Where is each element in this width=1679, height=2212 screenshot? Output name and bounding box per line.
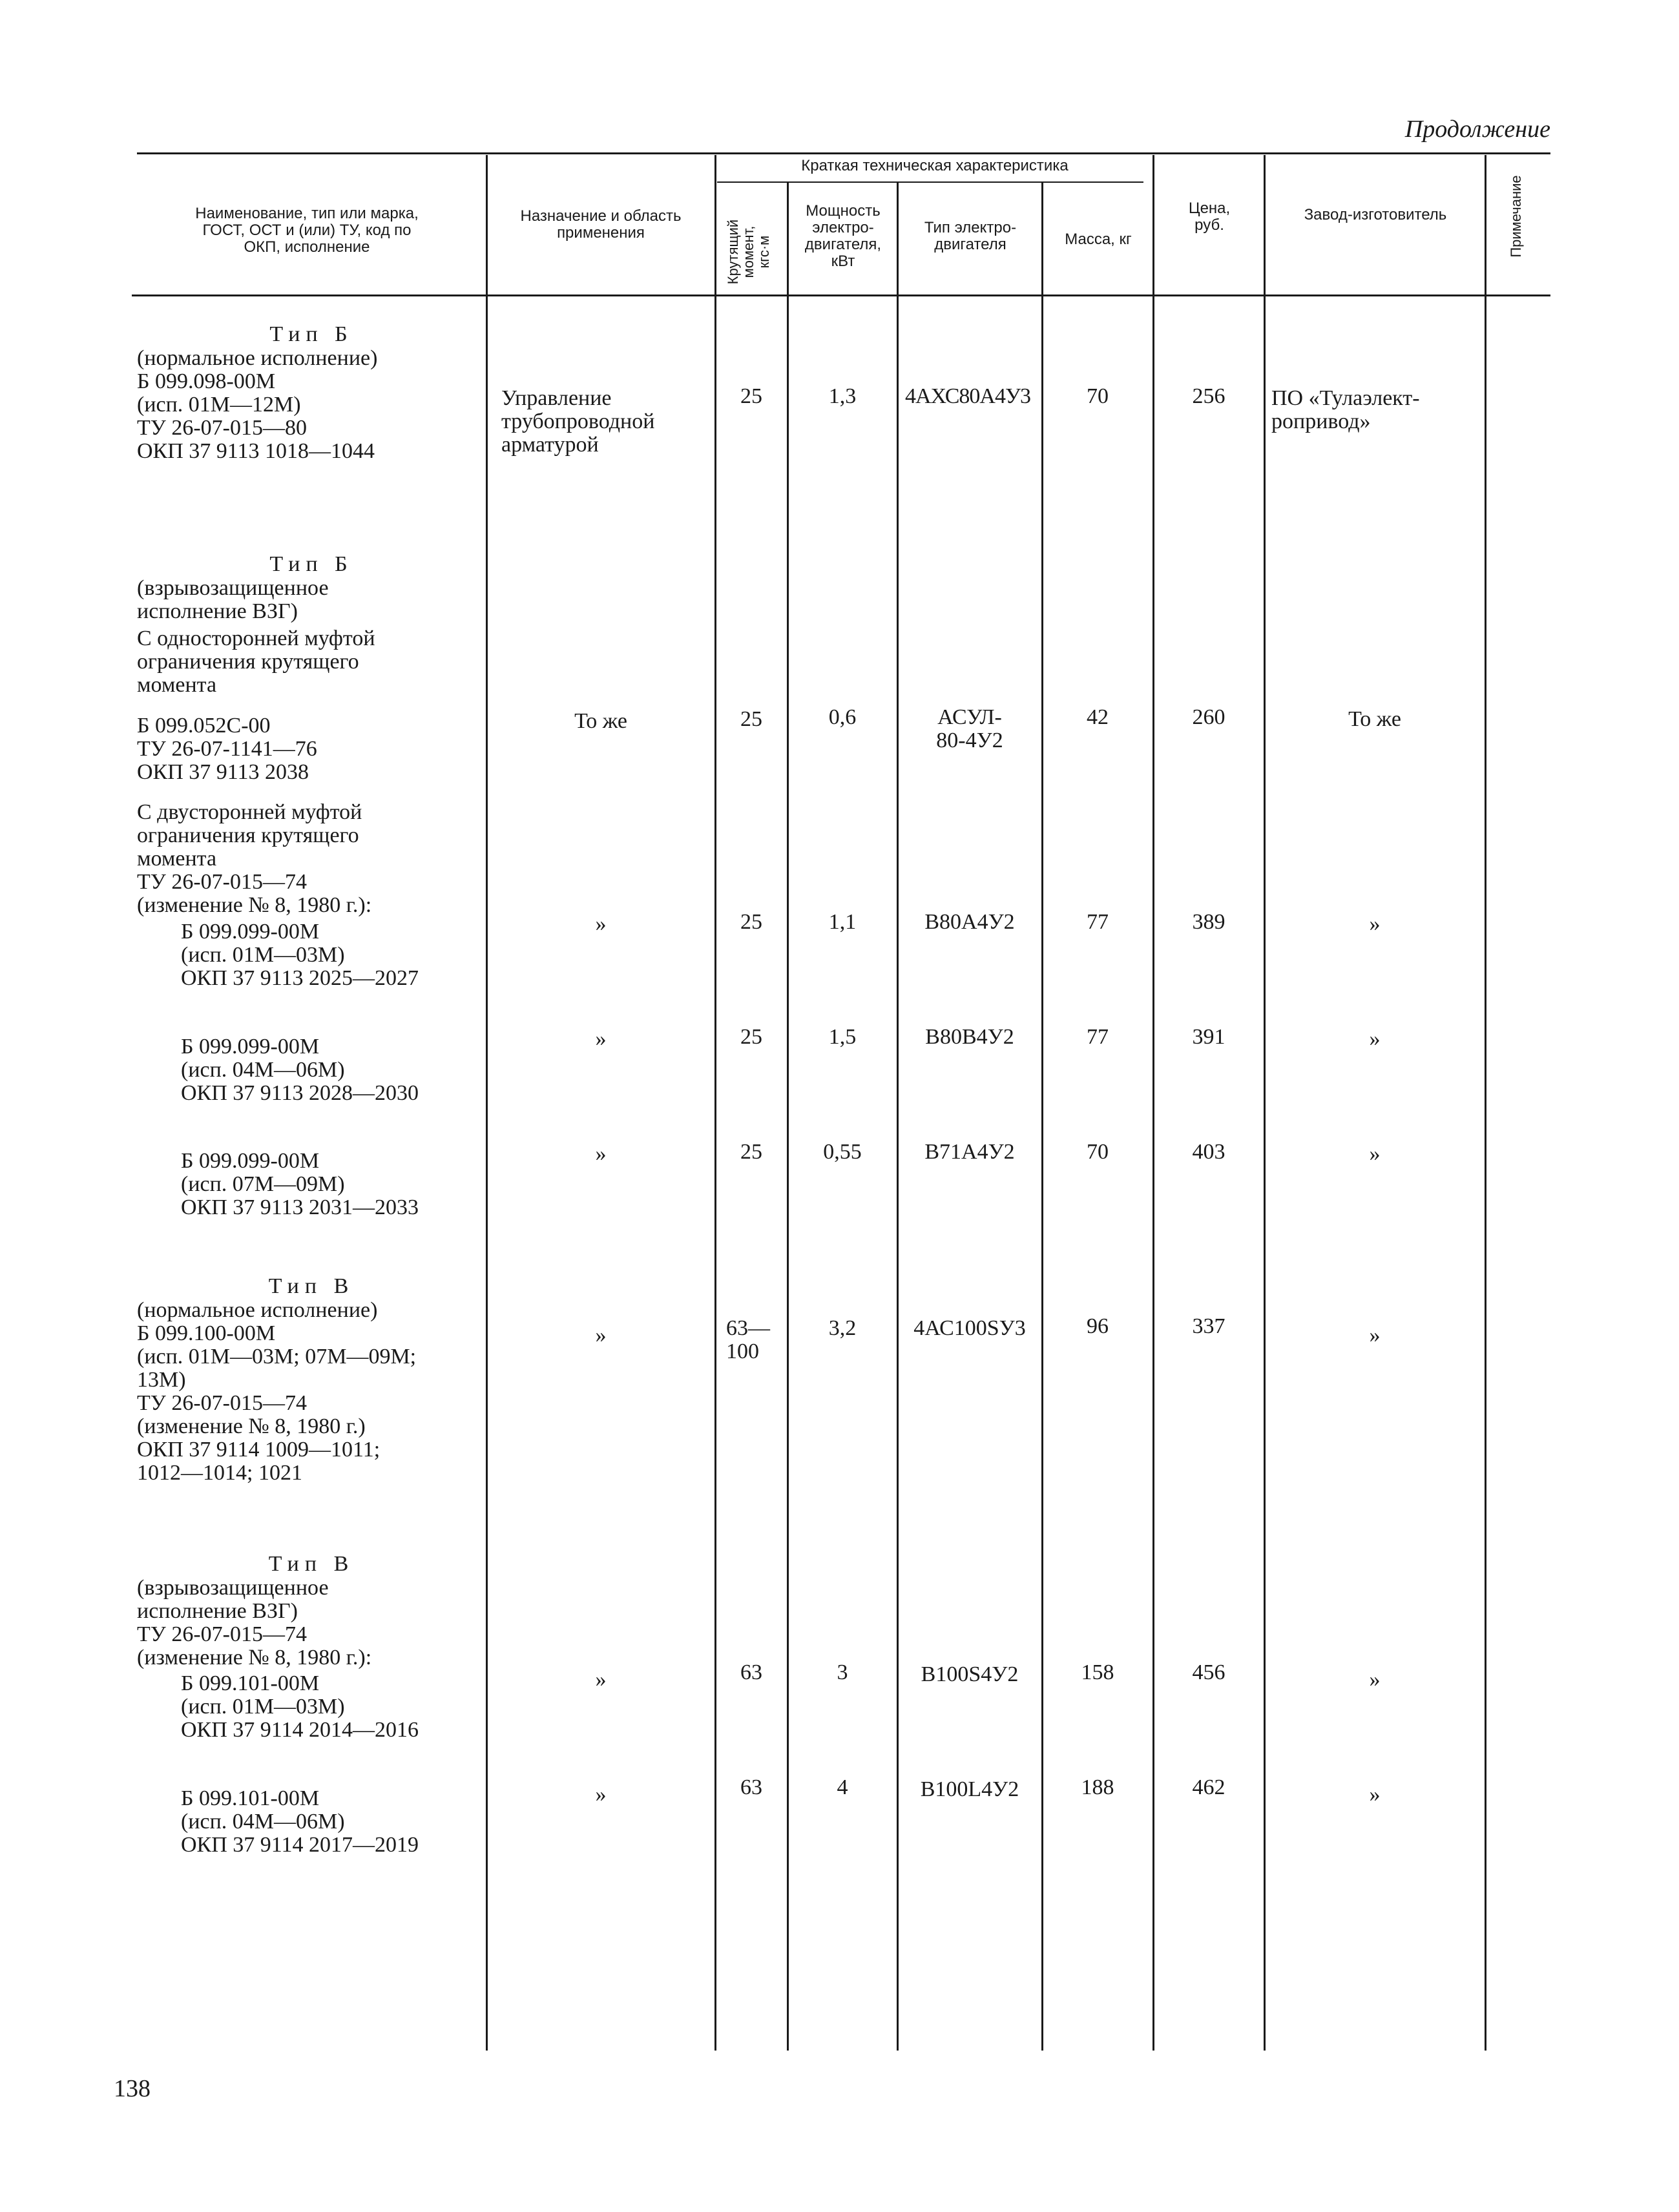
- row1-price: 256: [1192, 384, 1225, 408]
- row2-purpose: То же: [574, 709, 627, 733]
- row2-motor: АСУЛ- 80-4У2: [936, 705, 1003, 752]
- row3-torque: 25: [740, 910, 762, 934]
- row5-purpose: »: [595, 1142, 607, 1166]
- block-type-b-desc: (нормальное исполнение) Б 099.098-00М (исп. 01М—12М) ТУ 26-07-015—80 ОКП 37 9113 1018—1044: [137, 346, 378, 463]
- row6-price: 337: [1192, 1314, 1225, 1338]
- col-divider-4: [897, 183, 899, 2051]
- row6-motor: 4АС100SУ3: [913, 1316, 1026, 1340]
- col-divider-2: [714, 155, 716, 2051]
- table-top-rule: [137, 152, 1550, 154]
- row8-torque: 63: [740, 1775, 762, 1799]
- col-header-manufacturer: Завод-изготовитель: [1304, 206, 1447, 223]
- row3-power: 1,1: [828, 910, 857, 934]
- block-type-v-ex-item1: Б 099.101-00М (исп. 01М—03М) ОКП 37 9114 2014—2016: [181, 1671, 419, 1742]
- col-header-mass: Масса, кг: [1065, 231, 1132, 248]
- row3-price: 389: [1192, 910, 1225, 934]
- continuation-label: Продолжение: [1404, 116, 1550, 143]
- row8-maker: »: [1369, 1783, 1381, 1806]
- row3-motor: В80А4У2: [924, 910, 1015, 934]
- tech-group-rule: [717, 181, 1143, 183]
- row8-power: 4: [837, 1775, 848, 1799]
- row4-torque: 25: [740, 1025, 762, 1049]
- row5-torque: 25: [740, 1140, 762, 1164]
- row2-torque: 25: [740, 707, 762, 731]
- row7-maker: »: [1369, 1668, 1381, 1691]
- row4-motor: В80В4У2: [925, 1025, 1014, 1049]
- row7-power: 3: [837, 1660, 848, 1684]
- col-header-purpose: Назначение и область применения: [520, 207, 682, 242]
- col-divider-1: [486, 155, 488, 2051]
- row5-mass: 70: [1087, 1140, 1109, 1164]
- row6-torque: 63— 100: [726, 1316, 770, 1363]
- row8-mass: 188: [1081, 1775, 1114, 1799]
- row1-purpose: Управление трубопроводной арматурой: [501, 386, 655, 457]
- row4-power: 1,5: [828, 1025, 857, 1049]
- block-type-b-ex-item4: Б 099.099-00М (исп. 07М—09М) ОКП 37 9113 2031—2033: [181, 1149, 419, 1219]
- row8-price: 462: [1192, 1775, 1225, 1799]
- row7-purpose: »: [595, 1668, 607, 1691]
- block-type-b-ex-sub1: С односторонней муфтой ограничения крутящего момента: [137, 626, 375, 697]
- row5-motor: В71А4У2: [924, 1140, 1015, 1164]
- col-header-motor-type: Тип электро- двигателя: [924, 219, 1017, 253]
- header-bottom-rule: [132, 295, 1550, 296]
- block-type-b-ex-title: Тип Б: [269, 552, 353, 576]
- col-header-torque: Крутящий момент, кгс·м: [725, 219, 772, 285]
- row7-mass: 158: [1081, 1660, 1114, 1684]
- block-type-v-title: Тип В: [268, 1274, 355, 1298]
- row3-purpose: »: [595, 912, 607, 936]
- row2-mass: 42: [1087, 705, 1109, 729]
- col-header-note: Примечание: [1508, 175, 1524, 258]
- block-type-b-ex-item2: Б 099.099-00М (исп. 01М—03М) ОКП 37 9113 2025—2027: [181, 920, 419, 990]
- block-type-b-ex-item1: Б 099.052С-00 ТУ 26-07-1141—76 ОКП 37 9113 2038: [137, 714, 317, 784]
- row1-mass: 70: [1087, 384, 1109, 408]
- block-type-b-ex-desc: (взрывозащищенное исполнение ВЗГ): [137, 576, 329, 623]
- row1-motor: 4АХС80А4У3: [904, 384, 1031, 408]
- col-header-power: Мощность электро- двигателя, кВт: [804, 202, 882, 270]
- row6-power: 3,2: [828, 1316, 857, 1340]
- block-type-b-ex-item3: Б 099.099-00М (исп. 04М—06М) ОКП 37 9113 2028—2030: [181, 1035, 419, 1105]
- row6-mass: 96: [1087, 1314, 1109, 1338]
- col-divider-8: [1485, 155, 1486, 2051]
- col-divider-5: [1041, 183, 1043, 2051]
- row4-mass: 77: [1087, 1025, 1109, 1049]
- row4-maker: »: [1369, 1027, 1381, 1051]
- block-type-v-ex-title: Тип В: [268, 1552, 355, 1576]
- col-divider-7: [1264, 155, 1266, 2051]
- row3-mass: 77: [1087, 910, 1109, 934]
- col-header-tech-group: Краткая техническая характеристика: [801, 157, 1069, 174]
- block-type-v-ex-item2: Б 099.101-00М (исп. 04М—06М) ОКП 37 9114 2017—2019: [181, 1786, 419, 1857]
- row7-torque: 63: [740, 1660, 762, 1684]
- row4-purpose: »: [595, 1027, 607, 1051]
- row6-maker: »: [1369, 1323, 1381, 1347]
- row6-purpose: »: [595, 1323, 607, 1347]
- row4-price: 391: [1192, 1025, 1225, 1049]
- block-type-b-title: Тип Б: [269, 322, 353, 346]
- row7-motor: В100S4У2: [921, 1662, 1019, 1686]
- row5-maker: »: [1369, 1142, 1381, 1166]
- block-type-v-desc: (нормальное исполнение) Б 099.100-00М (исп. 01М—03М; 07М—09М; 13М) ТУ 26-07-015—74 (изменение № 8, 1980 г.) ОКП 37 9114 1009—1011; 1012—1014; 1021: [137, 1298, 417, 1485]
- row5-power: 0,55: [823, 1140, 862, 1164]
- col-divider-3: [787, 183, 789, 2051]
- block-type-b-ex-sub2: С двусторонней муфтой ограничения крутящего момента ТУ 26-07-015—74 (изменение № 8, 1980 г.):: [137, 800, 372, 917]
- row1-power: 1,3: [828, 384, 857, 408]
- row5-price: 403: [1192, 1140, 1225, 1164]
- row8-purpose: »: [595, 1783, 607, 1806]
- col-divider-6: [1152, 155, 1154, 2051]
- row1-maker: ПО «Тулаэлект- ропривод»: [1271, 386, 1420, 433]
- row2-maker: То же: [1348, 707, 1401, 731]
- row8-motor: В100L4У2: [920, 1777, 1019, 1801]
- col-header-price: Цена, руб.: [1188, 200, 1231, 234]
- row7-price: 456: [1192, 1660, 1225, 1684]
- page-number: 138: [114, 2075, 151, 2102]
- row1-torque: 25: [740, 384, 762, 408]
- row2-price: 260: [1192, 705, 1225, 729]
- block-type-v-ex-desc: (взрывозащищенное исполнение ВЗГ) ТУ 26-07-015—74 (изменение № 8, 1980 г.):: [137, 1576, 372, 1669]
- row3-maker: »: [1369, 912, 1381, 936]
- col-header-name: Наименование, тип или марка, ГОСТ, ОСТ и (или) ТУ, код по ОКП, исполнение: [195, 205, 419, 256]
- row2-power: 0,6: [828, 705, 857, 729]
